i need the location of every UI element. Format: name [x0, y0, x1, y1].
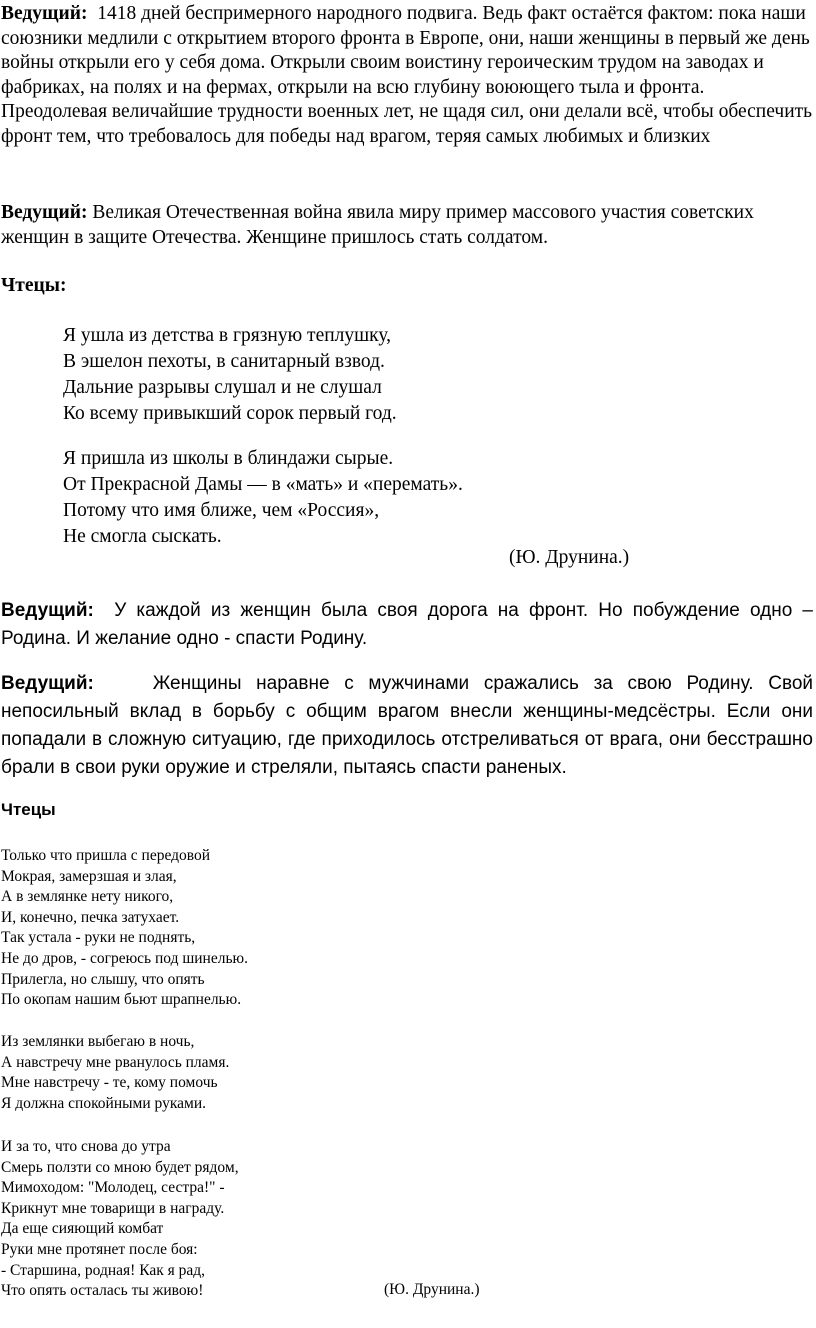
poem-2-stanza-2: [1, 1032, 229, 1114]
poem-line: Потому что имя ближе, чем «Россия»,: [63, 500, 380, 521]
poem-line: - Старшина, родная! Как я рад,: [1, 1261, 206, 1279]
speaker-label: Ведущий:: [1, 202, 88, 223]
readers-heading: Чтецы:: [1, 275, 67, 296]
poem-line: А в землянке нету никого,: [1, 888, 174, 906]
poem-2-stanza-3: [1, 1137, 239, 1302]
poem-line: Так устала - руки не поднять,: [1, 929, 196, 947]
poem-line: Смерь ползти со мною будет рядом,: [1, 1158, 239, 1176]
poem-line: А навстречу мне рванулось пламя.: [1, 1053, 230, 1071]
poem-line: Мокрая, замерзшая и злая,: [1, 867, 177, 885]
readers-heading-2: Чтецы: [1, 800, 56, 819]
poem-line: Дальние разрывы слушал и не слушал: [63, 377, 382, 398]
poem-line: В эшелон пехоты, в санитарный взвод.: [63, 351, 385, 372]
poem-line: Не смогла сыскать.: [63, 526, 222, 547]
poem-line: Ко всему привыкший сорок первый год.: [63, 403, 397, 424]
paragraph-4: [1, 670, 813, 782]
paragraph-2-text: Великая Отечественная война явила миру пример массового участия советских женщин в защите Отечества. Женщине пришлось стать солдатом.: [1, 202, 754, 248]
poem-line: И, конечно, печка затухает.: [1, 908, 180, 926]
paragraph-1: [1, 2, 813, 150]
speaker-label: Ведущий:: [1, 673, 94, 694]
poem-2-stanza-1: [1, 846, 248, 1011]
poem-1-stanza-1: [63, 323, 397, 427]
poem-line: Мне навстречу - те, кому помочь: [1, 1074, 218, 1092]
poem-line: От Прекрасной Дамы — в «мать» и «перемать».: [63, 474, 463, 495]
poem-line: Я должна спокойными руками.: [1, 1094, 206, 1112]
poem-line: Руки мне протянет после боя:: [1, 1240, 198, 1258]
poem-1-attribution: (Ю. Друнина.): [509, 547, 630, 568]
poem-line: Крикнут мне товарищи в награду.: [1, 1199, 225, 1217]
poem-line: Да еще сияющий комбат: [1, 1220, 164, 1238]
poem-line: Мимоходом: "Молодец, сестра!" -: [1, 1179, 225, 1197]
poem-line: Не до дров, - согреюсь под шинелью.: [1, 949, 248, 967]
poem-1-stanza-2: [63, 446, 463, 550]
poem-2-attribution: (Ю. Друнина.): [384, 1281, 480, 1298]
poem-line: Из землянки выбегаю в ночь,: [1, 1033, 195, 1050]
paragraph-3: [1, 597, 813, 653]
poem-line: Я пришла из школы в блиндажи сырые.: [63, 448, 394, 469]
poem-line: Прилегла, но слышу, что опять: [1, 970, 205, 988]
paragraph-3-text: У каждой из женщин была своя дорога на фронт. Но побуждение одно – Родина. И желание одно - спасти Родину.: [1, 600, 813, 649]
poem-line: Только что пришла с передовой: [1, 847, 211, 864]
poem-line: По окопам нашим бьют шрапнелью.: [1, 991, 242, 1009]
paragraph-1-text: 1418 дней беспримерного народного подвига. Ведь факт остаётся фактом: пока наши союзники медлили с открытием второго фронта в Европе, они, наши женщины в первый же день войны открыли его у себя дома. Открыли своим воистину героическим трудом на заводах и фабриках, на полях и на фермах, открыли на всю глубину воюющего тыла и фронта. Преодолевая величайшие трудности военных лет, не щадя сил, они делали всё, чтобы обеспечить фронт тем, что требовалось для победы над врагом, теряя самых любимых и близких: [1, 3, 813, 147]
speaker-label: Ведущий:: [1, 600, 94, 621]
poem-line: Я ушла из детства в грязную теплушку,: [63, 325, 392, 346]
poem-line: И за то, что снова до утра: [1, 1138, 171, 1155]
paragraph-4-text: Женщины наравне с мужчинами сражались за свою Родину. Свой непосильный вклад в борьбу с общим врагом внесли женщины-медсёстры. Если они попадали в сложную ситуацию, где приходилось отстреливаться от врага, они бесстрашно брали в свои руки оружие и стреляли, пытаясь спасти раненых.: [1, 673, 813, 778]
speaker-label: Ведущий:: [1, 3, 88, 24]
poem-line: Что опять осталась ты живою!: [1, 1282, 204, 1300]
paragraph-2: [1, 200, 813, 250]
